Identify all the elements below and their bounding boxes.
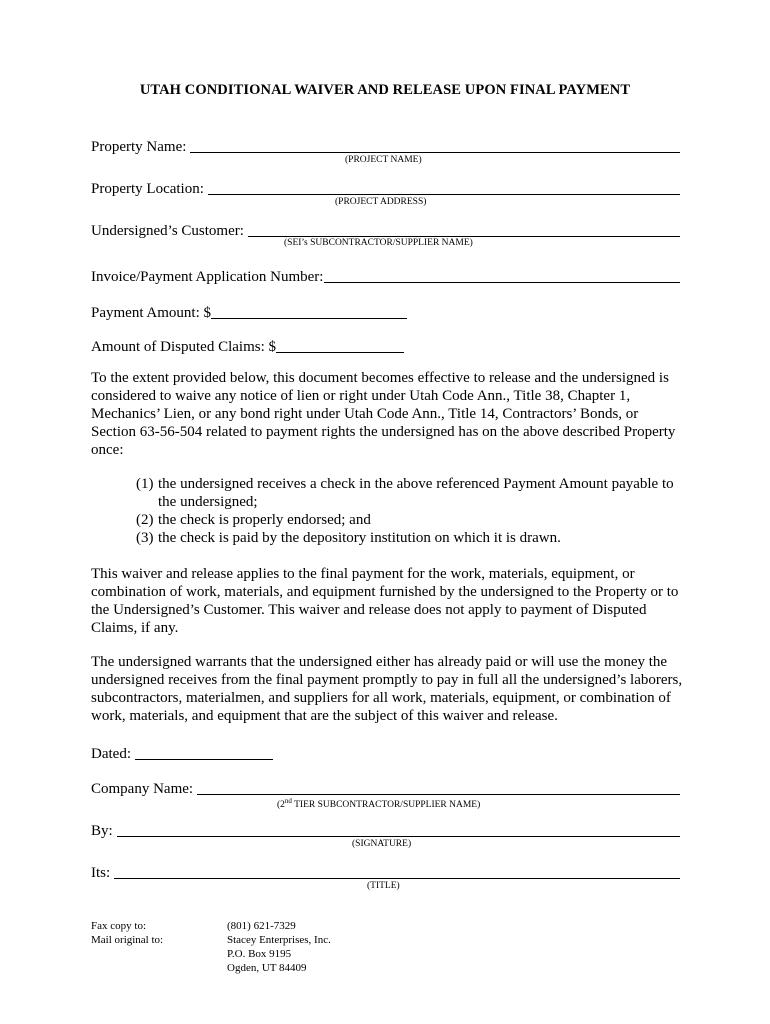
fax-number: (801) 621-7329 [227,920,296,932]
condition-text: the undersigned receives a check in the above referenced Payment Amount payable to the undersigned; [158,476,674,510]
invoice-number-field [91,264,680,286]
disputed-claims-label: Amount of Disputed Claims: $ [91,339,276,355]
applies-paragraph: This waiver and release applies to the final payment for the work, materials, equipment, or combination of work, materials, and equipment furnished by the undersigned to the Property or to the Undersigned’s Customer. This waiver and release does not apply to payment of Disputed Claims, if any. [91,566,679,636]
title-line[interactable] [114,878,680,879]
property-name-label: Property Name: [91,139,187,155]
property-location-line[interactable] [208,194,680,195]
list-item [136,529,684,547]
footer-labels [91,919,163,947]
property-location-field [91,176,680,198]
condition-text: the check is properly endorsed; and [158,512,371,528]
company-caption-pre: (2 [277,800,285,811]
customer-line[interactable] [248,236,680,237]
property-name-line[interactable] [190,152,680,153]
intro-paragraph: To the extent provided below, this document becomes effective to release and the undersigned is considered to waive any notice of lien or right under Utah Code Ann., Title 38, Chapter 1, Mechanics’ Lien, or any bond right under Utah Code Ann., Title 14, Contractors’ Bonds, or Section 63-56-504 related to payment rights the undersigned has on the above described Property once: [91,370,676,458]
condition-number: (2) [136,512,154,528]
company-caption-post: TIER SUBCONTRACTOR/SUPPLIER NAME) [291,800,481,811]
conditions-list [136,475,684,547]
payment-amount-label: Payment Amount: $ [91,305,211,321]
customer-caption: (SEI’s SUBCONTRACTOR/SUPPLIER NAME) [284,238,473,248]
customer-field [91,218,680,240]
payment-amount-line[interactable] [211,318,407,319]
condition-number: (3) [136,530,154,546]
document-title: UTAH CONDITIONAL WAIVER AND RELEASE UPON FINAL PAYMENT [139,82,631,98]
po-box: P.O. Box 9195 [227,948,292,960]
property-name-caption: (PROJECT NAME) [345,155,422,165]
fax-label: Fax copy to: [91,920,146,932]
title-field [91,860,680,882]
invoice-number-label: Invoice/Payment Application Number: [91,269,324,285]
invoice-number-line[interactable] [324,282,680,283]
warrants-paragraph: The undersigned warrants that the undersigned either has already paid or will use the money the undersigned receives from the final payment promptly to pay in full all the undersigned’s laborers, subcontractors, materialmen, and suppliers for all work, materials, equipment, or combination of work, materials, and equipment that are the subject of this waiver and release. [91,654,683,724]
footer-address [227,919,331,975]
payment-amount-field [91,300,407,322]
company-name-label: Company Name: [91,781,194,797]
list-item [136,475,684,511]
property-location-caption: (PROJECT ADDRESS) [335,197,427,207]
list-item [136,511,684,529]
signature-caption: (SIGNATURE) [352,839,412,849]
signature-line[interactable] [117,836,680,837]
company-name-field [91,776,680,798]
condition-number: (1) [136,476,154,492]
title-caption: (TITLE) [367,881,400,891]
disputed-claims-line[interactable] [276,352,404,353]
condition-text: the check is paid by the depository institution on which it is drawn. [158,530,561,546]
customer-label: Undersigned’s Customer: [91,223,244,239]
property-location-label: Property Location: [91,181,204,197]
dated-line[interactable] [135,759,273,760]
company-address-name: Stacey Enterprises, Inc. [227,934,331,946]
disputed-claims-field [91,334,404,356]
dated-field [91,741,273,763]
property-name-field [91,134,680,156]
signature-field [91,818,680,840]
mail-label: Mail original to: [91,934,164,946]
by-label: By: [91,823,113,839]
its-label: Its: [91,865,111,881]
city-state-zip: Ogden, UT 84409 [227,962,307,974]
company-caption-sup: nd [284,797,292,805]
dated-label: Dated: [91,746,131,762]
company-name-line[interactable] [197,794,680,795]
company-name-caption [277,797,480,810]
